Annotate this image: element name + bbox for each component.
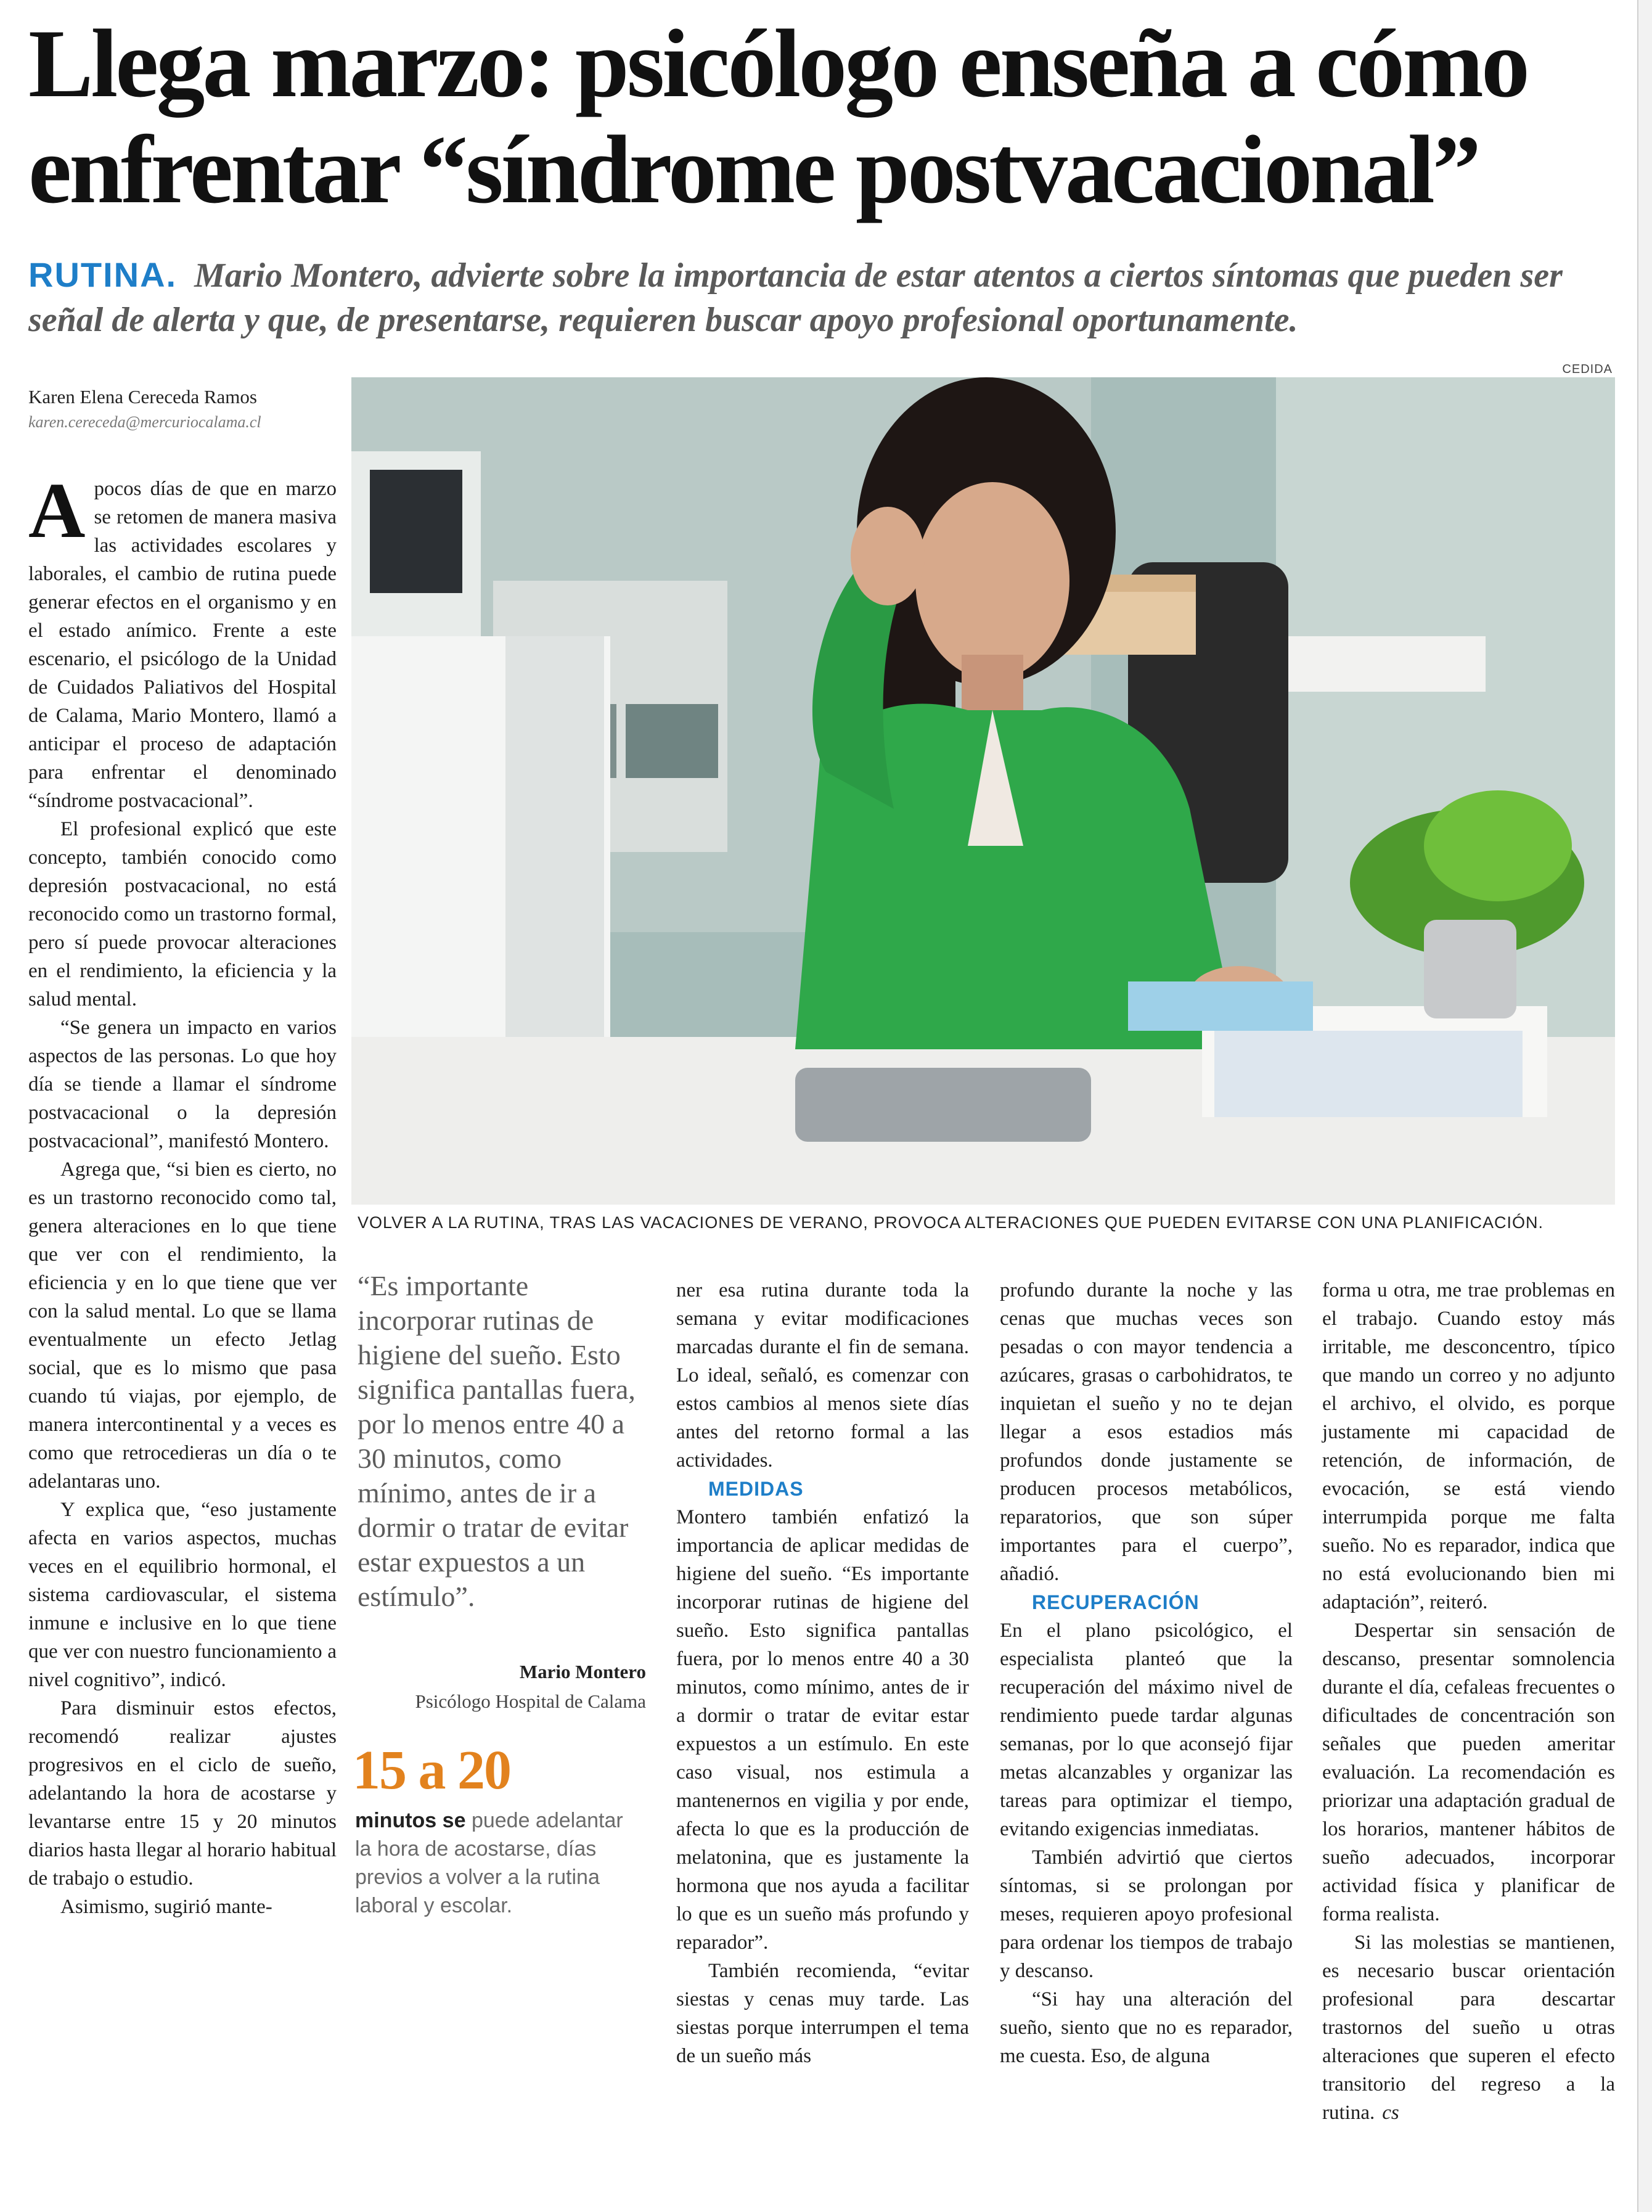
body-paragraph: ner esa rutina durante toda la semana y evitar modificaciones marcadas durante el fin de semana. Lo ideal, señaló, es comenzar con estos cambios al menos siete días antes del retorno formal a las actividades. bbox=[676, 1279, 969, 1472]
photo-caption: VOLVER A LA RUTINA, TRAS LAS VACACIONES DE VERANO, PROVOCA ALTERACIONES QUE PUEDEN EVITARSE CON UNA PLANIFICACIÓN. bbox=[358, 1213, 1544, 1232]
photo-credit: CEDIDA bbox=[1562, 363, 1613, 376]
headline-line-2: enfrentar “síndrome postvacacional” bbox=[28, 116, 1479, 224]
dropcap: A bbox=[28, 467, 86, 554]
body-paragraph: Agrega que, “si bien es cierto, no es un trastorno reconocido como tal, genera alteraciones en lo que tiene que ver con el rendimiento, la eficiencia y en lo que tiene que ver con la salud mental. Lo que se llama eventualmente un efecto Jetlag social, que es lo mismo que pasa cuando tú viajas, por ejemplo, de manera intercontinental y a veces es como que retrocedieras un día o te adelantaras uno. bbox=[28, 1158, 337, 1493]
body-paragraph: profundo durante la noche y las cenas que muchas veces son pesadas o con mayor tendencia a azúcares, grasas o carbohidratos, te inquietan el sueño y no te dejan llegar a esos estadios más profundos donde justamente se producen procesos metabólicos, reparatorios, que son súper importantes para el cuerpo”, añadió. bbox=[1000, 1279, 1293, 1585]
body-paragraph bbox=[1322, 1928, 1615, 2127]
article-column-3 bbox=[676, 1276, 969, 2070]
pull-quote-role: Psicólogo Hospital de Calama bbox=[415, 1690, 646, 1712]
headline-line-1: Llega marzo: psicólogo enseña a cómo bbox=[28, 10, 1527, 118]
body-paragraph: También advirtió que ciertos síntomas, si se prolongan por meses, requieren apoyo profesional para ordenar los tiempos de trabajo y descanso. bbox=[1000, 1846, 1293, 1982]
adjacent-page-edge bbox=[1637, 0, 1652, 2212]
article-column-1 bbox=[28, 467, 337, 1921]
body-paragraph: “Si hay una alteración del sueño, siento que no es reparador, me cuesta. Eso, de alguna bbox=[1000, 1988, 1293, 2067]
lead-paragraph bbox=[28, 253, 1606, 342]
pull-quote-author: Mario Montero bbox=[519, 1661, 646, 1682]
article-column-5 bbox=[1322, 1276, 1615, 2127]
pull-quote: “Es importante incorporar rutinas de higiene del sueño. Esto significa pantallas fuera, por lo menos entre 40 a 30 minutos, como mínimo, antes de ir a dormir o tratar de evitar estar expuestos a un estímulo”. bbox=[358, 1270, 636, 1612]
body-paragraph: Para disminuir estos efectos, recomendó realizar ajustes progresivos en el ciclo de sueño, adelantando la hora de acostarse y levantarse entre 15 y 20 minutos diarios hasta llegar al horario habitual de trabajo o estudio. bbox=[28, 1697, 337, 1890]
body-paragraph: Y explica que, “eso justamente afecta en varios aspectos, muchas veces en el equilibrio hormonal, el sistema cardiovascular, el sistema inmune e inclusive en lo que tiene que ver con nuestro funcionamiento a nivel cognitivo”, indicó. bbox=[28, 1499, 337, 1691]
end-mark: cs bbox=[1382, 2102, 1399, 2124]
byline bbox=[28, 386, 337, 432]
paragraph-text: pocos días de que en marzo se retomen de manera masiva las actividades escolares y laborales, el cambio de rutina puede generar efectos en el organismo y en el estado anímico. Frente a este escenario, el psicólogo de la Unidad de Cuidados Paliativos del Hospital de Calama, Mario Montero, llamó a anticipar el proceso de adaptación para enfrentar el denominado “síndrome postvacacional”. bbox=[28, 478, 337, 812]
stat-description bbox=[355, 1806, 645, 1920]
body-paragraph: También recomienda, “evitar siestas y cenas muy tarde. Las siestas porque interrumpen el tema de un sueño más bbox=[676, 1960, 969, 2067]
byline-email[interactable]: karen.cereceda@mercuriocalama.cl bbox=[28, 413, 261, 431]
lead-text: Mario Montero, advierte sobre la importancia de estar atentos a ciertos síntomas que pueden ser señal de alerta y que, de presentarse, requieren buscar apoyo profesional oportunamente. bbox=[28, 256, 1563, 339]
stat-number: 15 a 20 bbox=[353, 1740, 510, 1801]
body-paragraph: El profesional explicó que este concepto, también conocido como depresión postvacacional, no está reconocido como un trastorno formal, pero sí puede provocar alteraciones en el rendimiento, la eficiencia y la salud mental. bbox=[28, 818, 337, 1010]
body-paragraph: “Se genera un impacto en varios aspectos de las personas. Lo que hoy día se tiende a llamar el síndrome postvacacional o la depresión postvacacional”, manifestó Montero. bbox=[28, 1017, 337, 1152]
subhead-recuperacion: RECUPERACIÓN bbox=[1032, 1591, 1200, 1613]
article-column-4 bbox=[1000, 1276, 1293, 2070]
body-paragraph: Montero también enfatizó la importancia de aplicar medidas de higiene del sueño. “Es importante incorporar rutinas de higiene del sueño. Esto significa pantallas fuera, por lo menos entre 40 a 30 minutos, como mínimo, antes de ir a dormir o tratar de evitar estar expuestos a un estímulo. En este caso visual, nos estimula a mantenernos en vigilia y por ende, afecta lo que es la producción de melatonina, que es justamente la hormona que nos ayuda a facilitar lo que es un sueño más profundo y reparador”. bbox=[676, 1506, 969, 1954]
body-paragraph: forma u otra, me trae problemas en el trabajo. Cuando estoy más irritable, me desconcentro, típico que mando un correo y no adjunto el archivo, el olvido, es porque justamente mi capacidad de retención, de información, de evocación, se está viendo interrumpida porque me falta sueño. No es reparador, indica que no está evolucionando bien mi adaptación”, reiteró. bbox=[1322, 1279, 1615, 1613]
body-paragraph: Despertar sin sensación de descanso, presentar somnolencia durante el día, cefaleas frecuentes o dificultades de concentración son señales que pueden ameritar evaluación. La recomendación es priorizar una adaptación gradual de los horarios, mantener hábitos de sueño adecuados, incorporar actividad física y planificar de forma realista. bbox=[1322, 1620, 1615, 1925]
body-paragraph: Asimismo, sugirió mante- bbox=[60, 1896, 272, 1918]
stat-text: puede adelantar la hora de acostarse, días previos a volver a la rutina laboral y escolar. bbox=[355, 1809, 623, 1917]
stat-bold: minutos se bbox=[355, 1809, 466, 1832]
article-photo bbox=[351, 377, 1615, 1205]
body-paragraph: En el plano psicológico, el especialista planteó que la recuperación del máximo nivel de rendimiento puede tardar algunas semanas, por lo que aconsejó fijar metas alcanzables y organizar las tareas para optimizar el tiempo, evitando exigencias inmediatas. bbox=[1000, 1620, 1293, 1840]
subhead-medidas: MEDIDAS bbox=[708, 1478, 804, 1500]
body-paragraph bbox=[28, 467, 337, 815]
paragraph-text: Si las molestias se mantienen, es necesario buscar orientación profesional para descartar trastornos del sueño u otras alteraciones que superen el efecto transitorio del regreso a la rutina. bbox=[1322, 1931, 1615, 2124]
headline bbox=[28, 11, 1606, 223]
office-illustration bbox=[351, 377, 1615, 1205]
byline-author: Karen Elena Cereceda Ramos bbox=[28, 386, 257, 408]
lead-kicker: RUTINA. bbox=[28, 255, 178, 294]
